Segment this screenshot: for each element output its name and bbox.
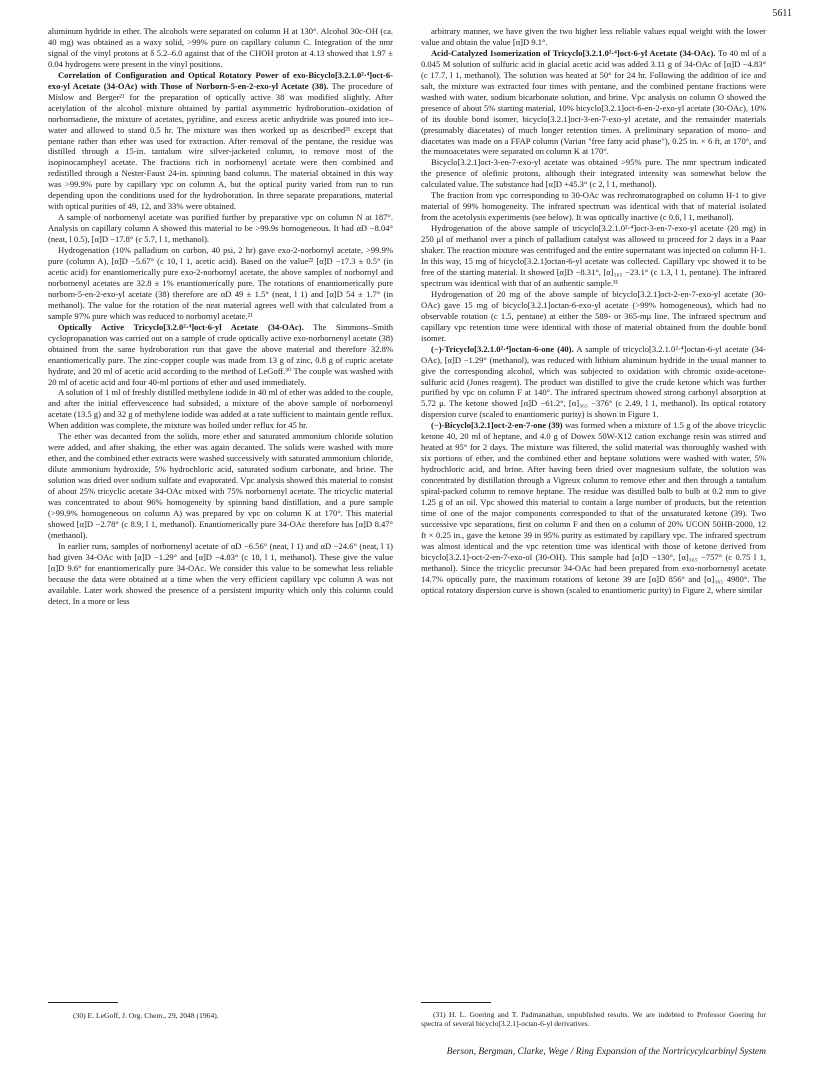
paragraph — [421, 190, 766, 223]
paragraph-text: Hydrogenation of 20 mg of the above sample of bicyclo[3.2.1]oct-2-en-7-exo-yl acetate (30-OAc) gave 15 mg of bicyclo[3.2.1]octan-6-exo-yl acetate (>99% homogeneous), which had no observable rotation (c 1.5, pentane) at either the 589- or 365-mμ line. The infrared spectrum and capillary vpc retention time were identical with those of material obtained from the double bond isomer. — [421, 288, 766, 343]
paragraph-text: The ether was decanted from the solids, more ether and saturated ammonium chloride solution were added, and after shaking, the ether was again decanted. The solids were washed with more ether, and the combined ether extracts were washed successively with saturated ammonium chloride, dilute ammonium hydroxide, 5% hydrochloric acid, saturated sodium carbonate, and brine. The solution was dried over sodium sulfate and evaporated. Vpc analysis showed this material to consist of about 25% tricyclic acetate 34-OAc mixed with 75% norbornenyl acetate. The tricyclic material was concentrated to about 96% homogeneity by spinning band distillation, and a pure sample (>99.9% homogeneous on column A) was prepared by vpc on column K at 170°. This material showed [α]D −2.78° (c 8.9, l 1, methanol). Enantiomerically pure 34-OAc therefore has [α]D 8.47° (methanol). — [48, 431, 393, 540]
paragraph-text: aluminum hydride in ether. The alcohols were separated on column H at 130°. Alcohol 30c-OH (ca. 40 mg) was obtained as a waxy solid, >99% pure on capillary column C. Integration of the nmr signal of the vinyl protons at δ 5.2–6.0 against that of the CHOH proton at 4.13 showed that 1.97 ± 0.04 hydrogens were present in the vinyl positions. — [48, 26, 393, 69]
section-heading: (−)-Bicyclo[3.2.1]oct-2-en-7-one (39) — [431, 420, 563, 431]
paragraph — [421, 223, 766, 289]
paragraph — [421, 26, 766, 48]
footnote-30: (30) E. LeGoff, J. Org. Chem., 29, 2048 (1964). — [73, 1011, 219, 1020]
paragraph-text: To 40 ml of a 0.045 M solution of sulfuric acid in glacial acetic acid was added 3.11 g of 34-OAc of [α]D −4.83° (c 17.7, l 1, methanol). The solution was heated at 50° for 24 hr. Following the addition of ice and salt, the mixture was extracted four times with pentane, and the combined pentane fractions were washed with water, sodium bicarbonate solution, and brine. Vpc analysis on column O showed the presence of about 5% starting material, 10% bicyclo[3.2.1]oct-6-en-2-exo-yl acetate (30-OAc), 10% of its double bond isomer, bicyclo[3.2.1]oct-3-en-7-exo-yl acetate, and the remainder materials (presumably diacetates) of much longer retention times. A preliminary separation of mono- and diacetates was made on a FFAP column (Varian "free fatty acid phase"), 0.25 in. × 6 ft, at 170°, and the monoacetates were separated on column K at 170°. — [421, 47, 766, 157]
section-heading: (−)-Tricyclo[3.2.1.0²·⁴]octan-6-one (40). — [431, 343, 574, 354]
paragraph-text: A solution of 1 ml of freshly distilled methylene iodide in 40 ml of ether was added to the couple, and after the initial effervescence had subsided, a mixture of the above sample of norbornenyl acetate (13.5 g) and 32 g of methylene iodide was added at a rate sufficient to maintain gentle reflux. When addition was complete, the mixture was boiled under reflux for 45 hr. — [48, 387, 393, 431]
paragraph — [48, 212, 393, 245]
paragraph — [421, 420, 766, 595]
paragraph — [48, 431, 393, 541]
paragraph-text: In earlier runs, samples of norbornenyl acetate of αD −6.56° (neat, l 1) and αD −24.6° (neat, l 1) had given 34-OAc with [α]D −1.29° and [α]D −4.83° (c 18, l 1, methanol). These give the value [α]D 9.6° for enantiomerically pure 34-OAc. We consider this value to be somewhat less reliable because the data were obtained at a time when the very efficient capillary vpc column A was not available. Later work showed the presence of a persistent impurity which only this column could detect. In a more or less — [48, 540, 393, 606]
paragraph — [421, 344, 766, 421]
paragraph-text: was formed when a mixture of 1.5 g of the above tricyclic ketone 40, 20 ml of heptane, and 4.0 g of Dowex 50W-X12 cation exchange resin was stirred and heated at 95° for 2 days. The mixture was filtered, the solid material was thoroughly washed with six portions of ether, and the combined ether and heptane solutions were washed with water, 5% hydrochloric acid, and brine. After having been dried over magnesium sulfate, the solution was concentrated by distillation through a Vigreux column to remove ether and then through a tantalum spiral-packed column to remove heptane. The residue was distilled bulb to bulb at 0.2 mm to give 1.25 g of an oil. Vpc showed this material to contain a large number of products, but the retention time of one of the major components corresponded to that of the unsaturated ketone (39). Two successive vpc separations, first on column F and then on a column of 20% UCON 50HB-2000, 12 ft × 0.25 in., gave the ketone 39 in 95% purity as estimated by capillary vpc. The infrared spectrum was almost identical and the vpc retention time was identical with those of ketone derived from bicyclo[3.2.1]-oct-2-en-7-exo-ol (30-OH). This sample had [α]D −130°, [α]₃₆₅ −757° (c 0.75 l 1, methanol). Since the tricyclic precursor 34-OAc had been prepared from exo-norbornenyl acetate 14.7% optically pure, the maximum rotations of ketone 39 are [α]D 856° and [α]₃₆₅ 4980°. The optical rotatory dispersion curve is shown (scaled to enantiomeric purity) in Figure 2, where similar — [421, 420, 766, 595]
paragraph-text: Bicyclo[3.2.1]oct-3-en-7-exo-yl acetate was obtained >95% pure. The nmr spectrum indicated the presence of olefinic protons, although their integrated intensity was somewhat below the calculated value. The substance had [α]D +45.3° (c 2, l 1, methanol). — [421, 157, 766, 190]
paragraph-text: The Simmons–Smith cyclopropanation was carried out on a sample of crude optically active exo-norbornenyl acetate (38) obtained from the same hydroboration run that gave the above material and therefore 32.8% enantiomerically pure. The zinc-copper couple was made from 13 g of zinc, 0.8 g of cupric acetate hydrate, and 20 ml of acetic acid according to the method of LeGoff.³⁰ The couple was washed with 20 ml of acetic acid and four 40-ml portions of ether and used immediately. — [48, 321, 393, 387]
right-text-column — [421, 26, 766, 596]
section-heading: Correlation of Configuration and Optical Rotatory Power of exo-Bicyclo[3.2.1.0²·⁴]oct-6-exo-yl Acetate (34-OAc) with Those of Norborn-5-en-2-exo-yl Acetate (38). — [48, 69, 393, 91]
page-number: 5611 — [772, 8, 792, 19]
paragraph — [48, 245, 393, 322]
paragraph-text: A sample of norbornenyl acetate was purified further by preparative vpc on column N at 187°. Analysis on capillary column A showed this material to be >99.9s homogeneous. It had αD −8.04° (neat, l 0.5), [α]D −17.8° (c 5.7, l 1, methanol). — [48, 212, 393, 245]
paragraph-text: Hydrogenation of the above sample of tricyclo[3.2.1.0²·⁴]oct-3-en-7-exo-yl acetate (20 mg) in 250 μl of methanol over a pinch of palladium catalyst was allowed to proceed for 2 days in a Paar shaker. The reaction mixture was centrifuged and the entire supernatant was injected on column H-1. In this way, 15 mg of bicyclo[3.2.1]octan-6-yl acetate was collected. Capillary vpc showed it to be free of the starting material. It showed [α]D −8.31°, [α]₃₆₅ −23.1° (c 1.3, l 1, pentane). The infrared spectrum was identical with that of an authentic sample.³¹ — [421, 223, 766, 288]
paragraph — [48, 26, 393, 70]
paragraph — [48, 387, 393, 431]
footnote-rule-right — [421, 1002, 491, 1003]
paragraph-text: A sample of tricyclo[3.2.1.0²·⁴]octan-6-yl acetate (34-OAc), [α]D −1.29° (methanol), was reduced with lithium aluminum hydride in the usual manner to give the corresponding alcohol, which was subjected to oxidation with chromic oxide-acetone-sulfuric acid (Jones reagent). The product was distilled to give the crude ketone which was further purified by vpc on column F at 140°. The infrared spectrum showed strong carbonyl absorption at 5.72 μ. The ketone showed [α]D −61.2°, [α]₃₆₅ −376° (c 2.49, l 1, methanol). Its optical rotatory dispersion curve (scaled to enantiomeric purity) is shown in Figure 1. — [421, 343, 766, 420]
section-heading: Acid-Catalyzed Isomerization of Tricyclo[3.2.1.0²·⁴]oct-6-yl Acetate (34-OAc). — [431, 47, 716, 58]
paragraph — [48, 541, 393, 607]
paragraph-text: The procedure of Mislow and Berger²¹ for the preparation of optically active 38 was modified slightly. After acetylation of the alcohol mixture obtained by partial asymmetric hydroboration–oxidation of norbornadiene, the mixture of acetates, pyridine, and excess acetic anhydride was poured into ice–water and allowed to stand 0.5 hr. The mixture was then worked up as described²¹ except that pentane rather than ether was used for extraction. After removal of the pentane, the residue was distilled through a 15-in. tantalum wire silver-jacketed column, to remove most of the isopinocampheyl acetate. The fractions rich in norbornenyl acetate were then combined and redistilled through a Nester-Faust 24-in. spinning band column. The material obtained in this way was >99.9% pure by capillary vpc on column A, but the optical purity varied from run to run depending upon the conditions used for the hydroboration. In three separate preparations, material with optical purities of 49, 12, and 33% were obtained. — [48, 80, 393, 212]
paragraph-text: The fraction from vpc corresponding to 30-OAc was rechromatographed on column H-1 to give material of 99% homogeneity. The infrared spectrum was identical with that of material isolated from the acetolysis experiments (see below). It was optically inactive (c 0.6, l 1, methanol). — [421, 190, 766, 223]
paragraph-text: arbitrary manner, we have given the two higher less reliable values equal weight with the lower value and obtain the value [α]D 9.1°. — [421, 26, 766, 47]
paragraph — [421, 157, 766, 190]
footnote-31: (31) H. L. Goering and T. Padmanathan, unpublished results. We are indebted to Professor Goering for spectra of several bicyclo[3.2.1]-octan-6-yl derivatives. — [421, 1010, 766, 1029]
left-text-column — [48, 26, 393, 607]
section-heading: Optically Active Tricyclo[3.2.0²·⁴]oct-6-yl Acetate (34-OAc). — [58, 321, 304, 332]
paragraph — [421, 48, 766, 158]
paragraph-text: Hydrogenation (10% palladium on carbon, 40 psi, 2 hr) gave exo-2-norbornyl acetate, >99.9% pure (column A), [α]D −5.67° (c 10, l 1, acetic acid). Based on the value²² [α]D −17.3 ± 0.5° (in acetic acid) for enantiomerically pure exo-2-norbornyl acetate, the above samples of norbornyl and norbornenyl acetates are 32.8 ± 1% enantiomerically pure. The rotations of enantiomerically pure norborn-5-en-2-exo-yl acetate (38) therefore are αD 49 ± 1.5° (neat, l 1) and [α]D 54 ± 1.7° (in methanol). The value for the rotation of the neat material agrees well with that calculated from a sample 97% pure which was reduced to norbornyl acetate.²¹ — [48, 245, 393, 321]
paragraph — [421, 289, 766, 344]
footnote-rule-left — [48, 1002, 118, 1003]
paragraph — [48, 70, 393, 212]
running-footer: Berson, Bergman, Clarke, Wege / Ring Expansion of the Nortricycylcarbinyl System — [446, 1047, 766, 1057]
paragraph — [48, 322, 393, 388]
